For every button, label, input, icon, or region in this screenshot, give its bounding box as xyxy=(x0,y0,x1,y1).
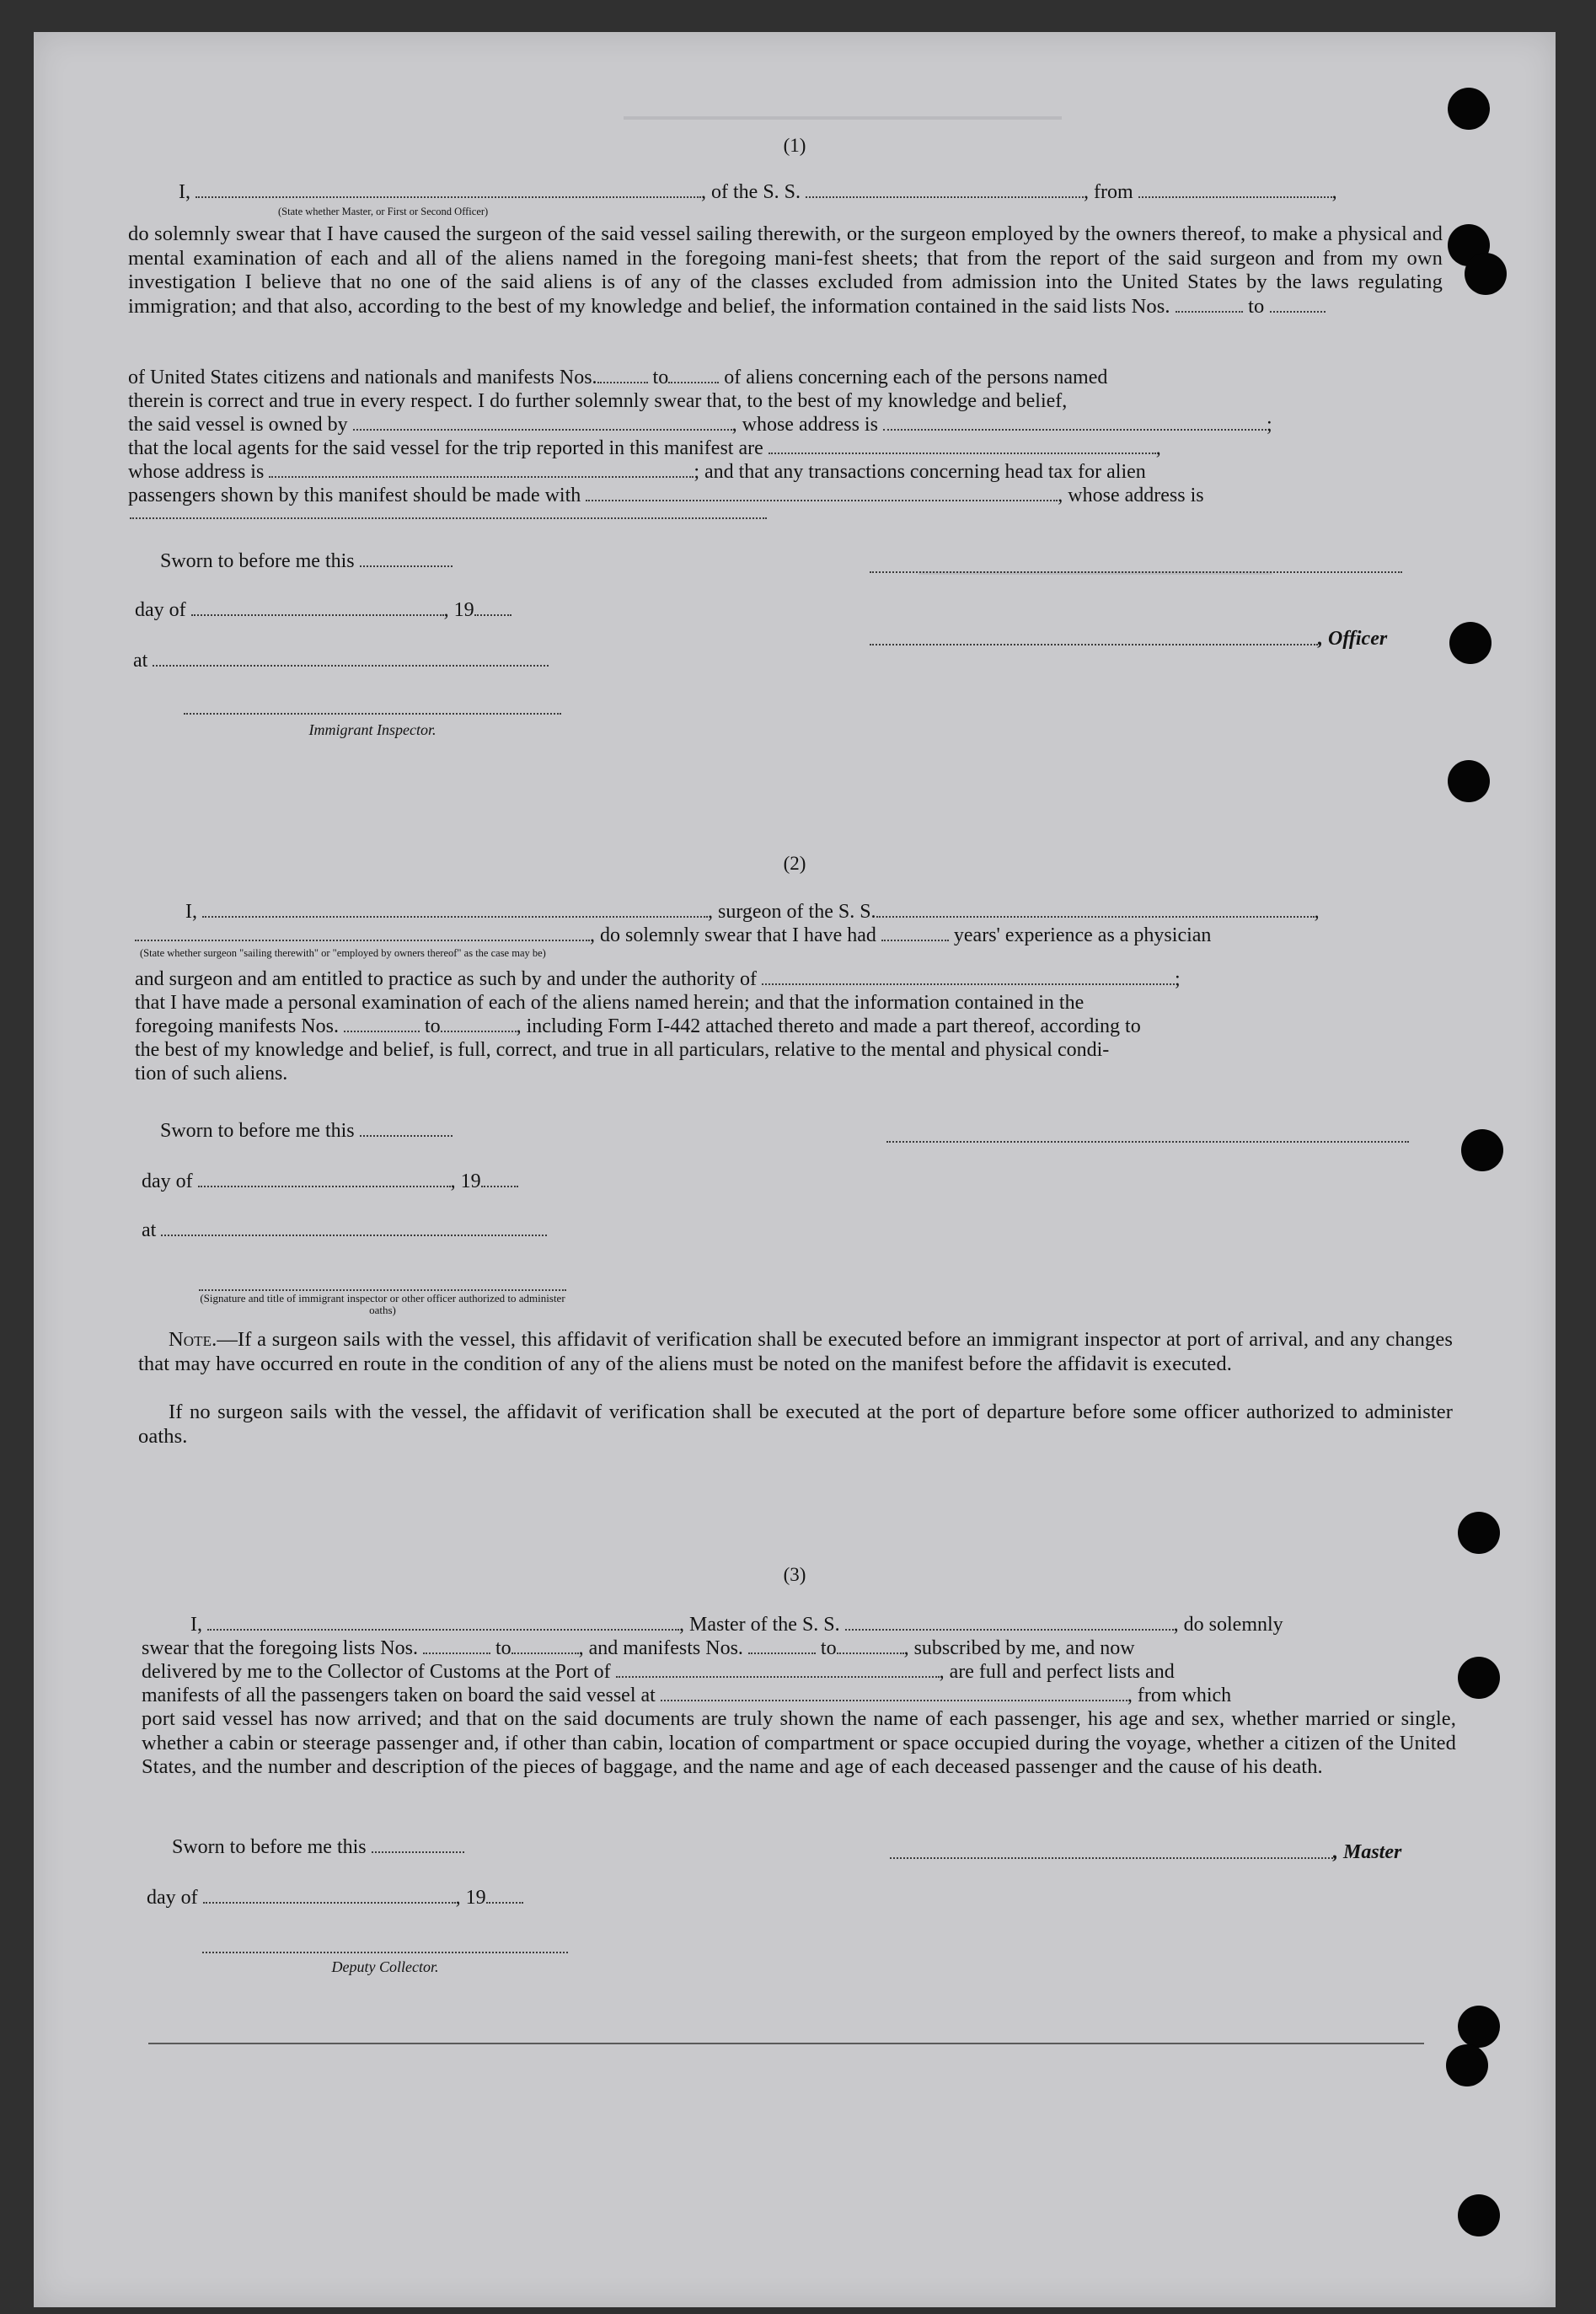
surgeon-year-field[interactable] xyxy=(481,1172,518,1187)
master-sworn-date-field[interactable] xyxy=(372,1838,464,1853)
immigrant-inspector-label: Immigrant Inspector. xyxy=(308,721,436,738)
master-lists-from-field[interactable] xyxy=(423,1639,490,1654)
section-1-line-therein: therein is correct and true in every respect. I do further solemnly swear that, to the best of my knowledge and belief, xyxy=(128,390,1068,412)
master-name-field[interactable] xyxy=(195,183,701,198)
section-1-line-1: I, , of the S. S. , from , xyxy=(179,181,1337,203)
surgeon-sworn-date-field[interactable] xyxy=(360,1122,453,1137)
master-signature-line[interactable] xyxy=(890,1857,1333,1859)
inspector-signature-line[interactable] xyxy=(184,713,561,715)
section-1-number: (1) xyxy=(783,135,806,156)
owner-address-field[interactable] xyxy=(883,415,1267,431)
punch-hole xyxy=(1446,2044,1488,2086)
master-name-field-3[interactable] xyxy=(207,1615,679,1631)
section-2-hint: (State whether surgeon "sailing therewith" or "employed by owners thereof" as the case may be) xyxy=(140,947,546,959)
owner-field[interactable] xyxy=(353,415,732,431)
punch-hole xyxy=(1461,1129,1503,1171)
section-1-line-headtax: passengers shown by this manifest should be made with , whose address is xyxy=(128,485,1204,506)
lists-from-field[interactable] xyxy=(1176,297,1243,313)
section-3-paragraph: port said vessel has now arrived; and that on the said documents are truly shown the name of each passenger, his age and sex, whether married or single, whether a cabin or steerage passenger and, if other than cabin, location of compartment or space occupied during the voyage, whether a citizen of the United States, and the number and description of the pieces of baggage, and the name and age of each deceased passenger and the cause of his death. xyxy=(142,1707,1456,1778)
bleed-through-mark xyxy=(919,571,1272,608)
agents-address-field[interactable] xyxy=(269,463,694,478)
section-2-line-6: the best of my knowledge and belief, is full, correct, and true in all particulars, relative to the mental and physical condi- xyxy=(135,1039,1110,1061)
officer-label: , Officer xyxy=(1318,628,1388,650)
authorized-officer-caption: (Signature and title of immigrant inspector or other officer authorized to administer oaths) xyxy=(200,1292,565,1316)
section-2-sworn: Sworn to before me this xyxy=(160,1119,453,1143)
section-1-line-address: whose address is ; and that any transactions concerning head tax for alien xyxy=(128,461,1146,483)
headtax-contact-field[interactable] xyxy=(586,486,1058,501)
master-manifests-from-field[interactable] xyxy=(748,1639,816,1654)
master-vessel-field[interactable] xyxy=(845,1615,1174,1631)
master-lists-to-field[interactable] xyxy=(511,1639,579,1654)
section-3-line-3: delivered by me to the Collector of Customs at the Port of , are full and perfect lists and xyxy=(142,1661,1175,1683)
section-1-sworn: Sworn to before me this xyxy=(160,549,453,573)
punch-hole xyxy=(1448,760,1490,802)
punch-hole xyxy=(1448,88,1490,130)
section-1-line-citizens: of United States citizens and nationals and manifests Nos. to of aliens concerning each of the persons named xyxy=(128,367,1108,388)
surgeon-name-field[interactable] xyxy=(202,903,708,918)
section-2-line-3: and surgeon and am entitled to practice as such by and under the authority of ; xyxy=(135,968,1181,990)
embarkation-port-field[interactable] xyxy=(661,1686,1127,1701)
section-2-line-1: I, , surgeon of the S. S. , xyxy=(185,901,1320,923)
master-label: , Master xyxy=(1333,1841,1402,1863)
section-2-number: (2) xyxy=(783,853,806,874)
section-1-hint: (State whether Master, or First or Second Officer) xyxy=(278,206,489,217)
customs-port-field[interactable] xyxy=(616,1663,940,1678)
deputy-collector-signature-line[interactable] xyxy=(202,1952,568,1953)
section-3-line-2: swear that the foregoing lists Nos. to , and manifests Nos. to , subscribed by me, and now xyxy=(142,1637,1135,1659)
section-2-note: Note.—If a surgeon sails with the vessel, this affidavit of verification shall be executed before an immigrant inspector at port of arrival, and any changes that may have occurred en route in the condition of any of the aliens must be noted on the manifest before the affidavit is executed. xyxy=(138,1328,1453,1375)
manifests-from-field[interactable] xyxy=(597,368,648,383)
section-1-at: at xyxy=(133,649,549,672)
years-experience-field[interactable] xyxy=(881,926,949,941)
surgeon-manifests-to-field[interactable] xyxy=(441,1017,517,1032)
master-manifests-to-field[interactable] xyxy=(837,1639,904,1654)
section-2-line-5: foregoing manifests Nos. to , including Form I-442 attached thereto and made a part thereof, according to xyxy=(135,1015,1141,1037)
section-3-line-4: manifests of all the passengers taken on board the said vessel at , from which xyxy=(142,1685,1232,1706)
section-2-line-2: , do solemnly swear that I have had years' experience as a physician xyxy=(135,924,1211,947)
sworn-date-field[interactable] xyxy=(360,552,453,567)
section-2-line-7: tion of such aliens. xyxy=(135,1063,288,1085)
section-3-line-1: I, , Master of the S. S. , do solemnly xyxy=(190,1614,1283,1636)
authority-field[interactable] xyxy=(762,970,1175,985)
punch-hole xyxy=(1458,1512,1500,1554)
from-port-field[interactable] xyxy=(1138,183,1332,198)
section-3-sworn: Sworn to before me this xyxy=(172,1835,464,1859)
bottom-divider xyxy=(148,2043,1424,2044)
vessel-name-field[interactable] xyxy=(806,183,1084,198)
section-3-number: (3) xyxy=(783,1564,806,1585)
surgeon-signature-line[interactable] xyxy=(886,1141,1409,1143)
punch-hole xyxy=(1458,2194,1500,2236)
punch-hole xyxy=(1458,1657,1500,1699)
section-2-line-4: that I have made a personal examination of each of the aliens named herein; and that the information contained in the xyxy=(135,992,1085,1014)
surgeon-at-place-field[interactable] xyxy=(161,1221,547,1236)
section-2-note-2: If no surgeon sails with the vessel, the affidavit of verification shall be executed at the port of departure before some officer authorized to administer oaths. xyxy=(138,1401,1453,1448)
deputy-collector-label: Deputy Collector. xyxy=(331,1958,439,1975)
punch-hole xyxy=(1449,622,1492,664)
section-1-paragraph: do solemnly swear that I have caused the surgeon of the said vessel sailing therewith, or the surgeon employed by the owners thereof, to make a physical and mental examination of each and all of the aliens named in the foregoing mani-fest sheets; that from the report of the said surgeon and from my own investigation I believe that no one of the said aliens is of any of the classes excluded from admission into the United States by the laws regulating immigration; and that also, according to the best of my knowledge and belief, the information contained in the said lists Nos. to xyxy=(128,222,1443,318)
master-year-field[interactable] xyxy=(486,1888,523,1904)
section-2-day: day of , 19 xyxy=(142,1170,518,1193)
surgeon-vessel-field[interactable] xyxy=(876,903,1315,918)
punch-hole xyxy=(1458,2006,1500,2048)
at-place-field[interactable] xyxy=(153,651,549,667)
surgeon-manifests-from-field[interactable] xyxy=(344,1017,420,1032)
local-agents-field[interactable] xyxy=(769,439,1156,454)
authorized-officer-signature-line[interactable] xyxy=(199,1289,566,1291)
section-2-at: at xyxy=(142,1219,547,1242)
section-1-line-owned: the said vessel is owned by , whose address is ; xyxy=(128,414,1272,436)
year-field[interactable] xyxy=(474,601,511,616)
headtax-address-field[interactable] xyxy=(130,517,767,519)
form-page xyxy=(34,32,1556,2307)
master-day-of-field[interactable] xyxy=(203,1888,456,1904)
surgeon-status-field[interactable] xyxy=(135,926,590,941)
surgeon-day-of-field[interactable] xyxy=(198,1172,451,1187)
section-1-day: day of , 19 xyxy=(135,598,511,622)
officer-signature-line[interactable] xyxy=(870,644,1318,645)
sworn-signature-line[interactable] xyxy=(870,571,1402,573)
section-1-line-agents: that the local agents for the said vessel for the trip reported in this manifest are , xyxy=(128,437,1161,459)
lists-to-field[interactable] xyxy=(1270,297,1326,313)
manifests-to-field[interactable] xyxy=(668,368,719,383)
section-3-day: day of , 19 xyxy=(147,1886,523,1910)
day-of-field[interactable] xyxy=(191,601,444,616)
punch-hole xyxy=(1465,253,1507,295)
